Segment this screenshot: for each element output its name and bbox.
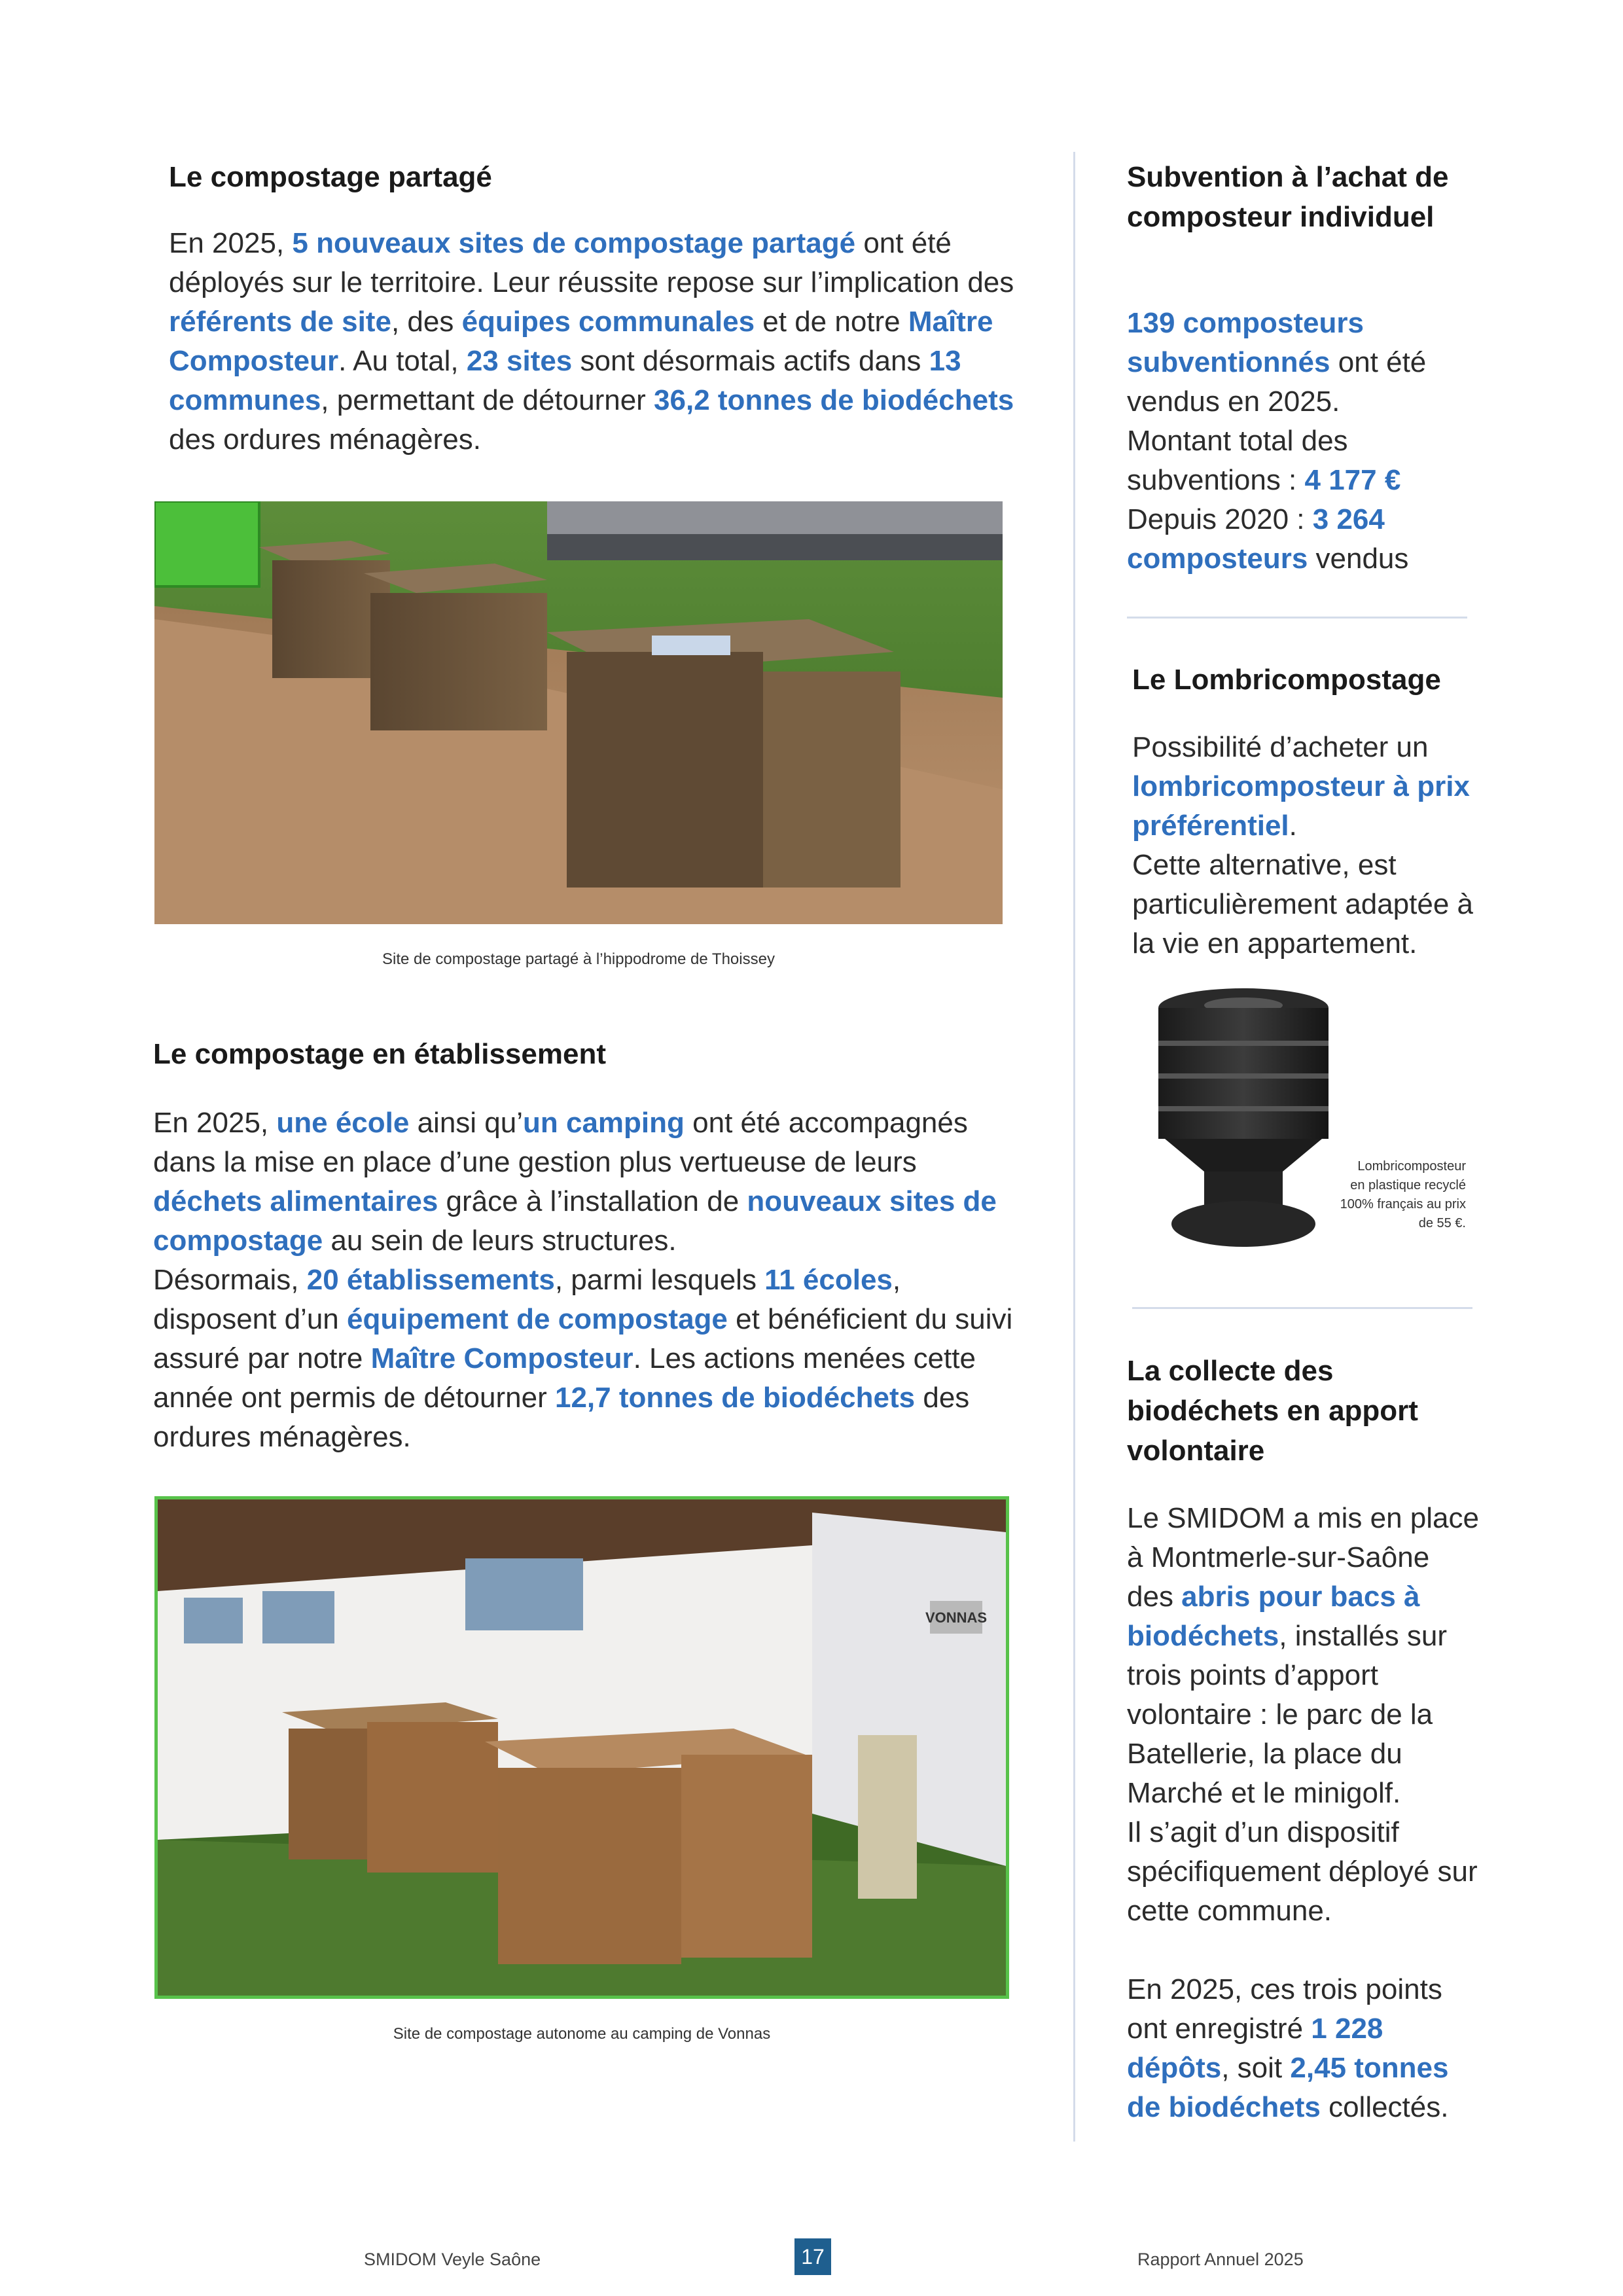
text-run: Possibilité d’acheter un xyxy=(1132,731,1429,763)
section-title-compostage-etablissement: Le compostage en établissement xyxy=(153,1038,606,1070)
highlight-text: Maître Composteur xyxy=(169,306,993,377)
highlight-text: 2,45 tonnes de biodéchets xyxy=(1127,2052,1449,2123)
side-title-subvention: Subvention à l’achat de composteur individuel xyxy=(1127,161,1449,233)
lombricomposteur-caption xyxy=(1322,1157,1466,1233)
text-run: En 2025, xyxy=(153,1107,277,1139)
text-run: . Les actions menées cette année ont permis de détourner xyxy=(153,1342,976,1414)
text-run: vendus xyxy=(1308,543,1409,575)
text-run: et bénéficient du suivi assuré par notre xyxy=(153,1303,1013,1374)
text-run: ont été accompagnés dans la mise en place d’une gestion plus vertueuse de leurs xyxy=(153,1107,968,1178)
text-run: au sein de leurs structures. xyxy=(323,1225,677,1257)
page-number: 17 xyxy=(794,2238,831,2275)
side-title-collecte: La collecte des biodéchets en apport volontaire xyxy=(1127,1355,1418,1467)
highlight-text: nouveaux sites de compostage xyxy=(153,1185,997,1257)
text-run: En 2025, ces trois points ont enregistré xyxy=(1127,1973,1442,2045)
paragraph-lombricompostage xyxy=(1132,728,1486,963)
highlight-text: 11 écoles xyxy=(764,1264,893,1296)
text-run: , permettant de détourner xyxy=(321,384,654,416)
paragraph-subvention xyxy=(1127,304,1480,579)
text-run: ont été déployés sur le territoire. Leur réussite repose sur l’implication des xyxy=(169,227,1014,298)
text-run: Il s’agit d’un dispositif spécifiquement déployé sur cette commune. xyxy=(1127,1816,1478,1927)
text-run: . xyxy=(1289,810,1297,842)
paragraph-compostage-etablissement xyxy=(153,1103,1030,1457)
footer-organization: SMIDOM Veyle Saône xyxy=(364,2250,541,2269)
section-title-compostage-partage: Le compostage partagé xyxy=(169,161,492,193)
text-run: ainsi qu’ xyxy=(409,1107,524,1139)
paragraph-collecte xyxy=(1127,1499,1480,2127)
highlight-text: 13 communes xyxy=(169,345,961,416)
highlight-text: 3 264 composteurs xyxy=(1127,503,1385,575)
text-run: Le SMIDOM a mis en place à Montmerle-sur-Saône des xyxy=(1127,1502,1479,1613)
text-run: , des xyxy=(391,306,462,338)
side-title-lombricompostage: Le Lombricompostage xyxy=(1132,664,1441,696)
caption-line: Lombricomposteur xyxy=(1357,1159,1466,1174)
photo-compostage-camping xyxy=(154,1496,1009,1999)
lombricomposteur-image xyxy=(1139,982,1335,1257)
photo-caption-hippodrome: Site de compostage partagé à l’hippodrome de Thoissey xyxy=(382,950,775,968)
right-divider-2 xyxy=(1132,1307,1472,1309)
text-run: , soit xyxy=(1221,2052,1291,2084)
highlight-text: une école xyxy=(276,1107,410,1139)
caption-line: 100% français au prix xyxy=(1340,1197,1466,1211)
text-run: , disposent d’un xyxy=(153,1264,901,1335)
text-run: Désormais, xyxy=(153,1264,307,1296)
text-run: , parmi lesquels xyxy=(554,1264,765,1296)
paragraph-compostage-partage xyxy=(169,224,1020,459)
text-run: et de notre xyxy=(755,306,908,338)
highlight-text: Maître Composteur xyxy=(370,1342,633,1374)
right-divider-1 xyxy=(1127,617,1467,619)
photo-compostage-hippodrome xyxy=(154,501,1003,924)
highlight-text: équipes communales xyxy=(461,306,755,338)
text-run: des ordures ménagères. xyxy=(153,1382,970,1453)
text-run: grâce à l’installation de xyxy=(438,1185,747,1217)
text-run: En 2025, xyxy=(169,227,293,259)
text-run: des ordures ménagères. xyxy=(169,423,481,456)
text-run: collectés. xyxy=(1320,2091,1449,2123)
text-run: , installés sur trois points d’apport volontaire : le parc de la Batellerie, la place du Marché et le minigolf. xyxy=(1127,1620,1448,1809)
highlight-text: 36,2 tonnes de biodéchets xyxy=(654,384,1014,416)
photo-caption-camping: Site de compostage autonome au camping de Vonnas xyxy=(393,2025,771,2043)
highlight-text: abris pour bacs à biodéchets xyxy=(1127,1581,1420,1652)
text-run: Montant total des subventions : xyxy=(1127,425,1348,496)
highlight-text: 20 établissements xyxy=(306,1264,555,1296)
highlight-text: déchets alimentaires xyxy=(153,1185,438,1217)
highlight-text: équipement de compostage xyxy=(347,1303,728,1335)
highlight-text: lombricomposteur à prix préférentiel xyxy=(1132,770,1470,842)
text-run: Depuis 2020 : xyxy=(1127,503,1313,535)
highlight-text: 5 nouveaux sites de compostage partagé xyxy=(292,227,856,259)
highlight-text: 1 228 dépôts xyxy=(1127,2013,1383,2084)
highlight-text: 23 sites xyxy=(466,345,573,377)
caption-line: en plastique recyclé xyxy=(1350,1178,1466,1193)
highlight-text: 139 composteurs subventionnés xyxy=(1127,307,1364,378)
text-run: Cette alternative, est particulièrement adaptée à la vie en appartement. xyxy=(1132,849,1473,960)
highlight-text: un camping xyxy=(523,1107,685,1139)
column-divider xyxy=(1073,152,1075,2142)
highlight-text: 12,7 tonnes de biodéchets xyxy=(554,1382,916,1414)
highlight-text: référents de site xyxy=(169,306,391,338)
footer-report-title: Rapport Annuel 2025 xyxy=(1137,2250,1304,2269)
text-run: sont désormais actifs dans xyxy=(572,345,929,377)
text-run: . Au total, xyxy=(338,345,467,377)
text-run: ont été vendus en 2025. xyxy=(1127,346,1427,418)
caption-line: de 55 €. xyxy=(1418,1216,1466,1230)
highlight-text: 4 177 € xyxy=(1304,464,1401,496)
sign-vonnas: VONNAS xyxy=(925,1609,988,1626)
